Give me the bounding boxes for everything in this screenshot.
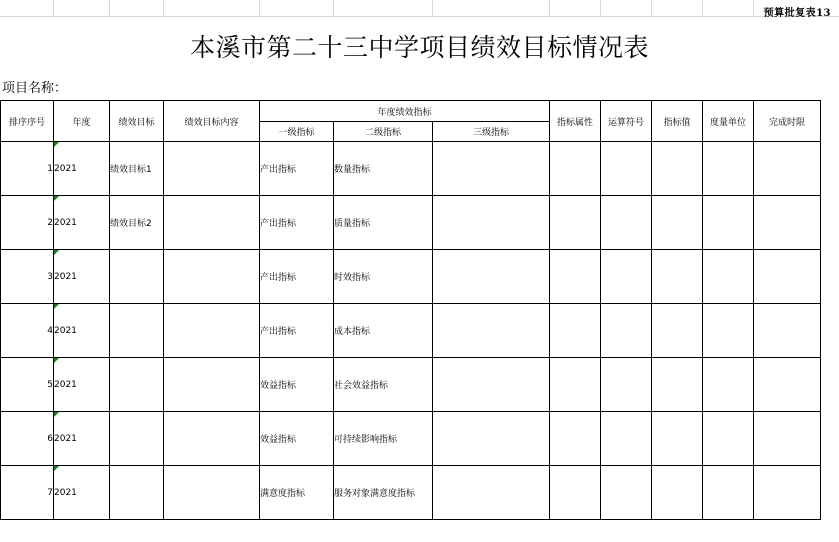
page-title: 本溪市第二十三中学项目绩效目标情况表 (189, 33, 649, 62)
unit-cell[interactable] (703, 196, 754, 250)
year-value: 2021 (54, 433, 77, 444)
value-cell[interactable] (652, 358, 703, 412)
level1-cell[interactable]: 效益指标 (260, 358, 334, 412)
level3-cell[interactable] (433, 412, 550, 466)
deadline-cell[interactable] (754, 250, 821, 304)
goal-content-cell[interactable] (164, 466, 260, 520)
table-row (1, 358, 821, 412)
header-level3[interactable]: 三级指标 (433, 122, 550, 142)
deadline-cell[interactable] (754, 466, 821, 520)
year-cell[interactable] (54, 142, 110, 196)
cell-comment-marker-icon (54, 466, 59, 471)
value-cell[interactable] (652, 196, 703, 250)
level2-cell[interactable]: 数量指标 (334, 142, 433, 196)
attribute-cell[interactable] (550, 412, 601, 466)
unit-cell[interactable] (703, 250, 754, 304)
deadline-cell[interactable] (754, 196, 821, 250)
level2-cell[interactable]: 服务对象满意度指标 (334, 466, 433, 520)
unit-cell[interactable] (703, 304, 754, 358)
unit-cell[interactable] (703, 466, 754, 520)
goal-cell[interactable] (110, 250, 164, 304)
table-row (1, 466, 821, 520)
level3-cell[interactable] (433, 466, 550, 520)
deadline-cell[interactable] (754, 358, 821, 412)
year-value: 2021 (54, 271, 77, 282)
cell-comment-marker-icon (54, 304, 59, 309)
seq-cell[interactable]: 5 (1, 358, 54, 412)
deadline-cell[interactable] (754, 142, 821, 196)
seq-cell[interactable]: 6 (1, 412, 54, 466)
table-row (1, 250, 821, 304)
operator-cell[interactable] (601, 196, 652, 250)
level3-cell[interactable] (433, 250, 550, 304)
level1-cell[interactable]: 效益指标 (260, 412, 334, 466)
goal-cell[interactable] (110, 304, 164, 358)
goal-content-cell[interactable] (164, 142, 260, 196)
goal-cell[interactable] (110, 466, 164, 520)
cell-comment-marker-icon (54, 358, 59, 363)
year-cell[interactable] (54, 466, 110, 520)
header-attribute[interactable]: 指标属性 (550, 101, 601, 142)
level1-cell[interactable]: 产出指标 (260, 142, 334, 196)
attribute-cell[interactable] (550, 196, 601, 250)
level2-cell[interactable]: 质量指标 (334, 196, 433, 250)
goal-cell[interactable] (110, 412, 164, 466)
table-number: 预算批复表13 (763, 8, 831, 19)
header-operator[interactable]: 运算符号 (601, 101, 652, 142)
header-deadline[interactable]: 完成时限 (754, 101, 821, 142)
value-cell[interactable] (652, 466, 703, 520)
level1-cell[interactable]: 产出指标 (260, 196, 334, 250)
operator-cell[interactable] (601, 466, 652, 520)
year-value: 2021 (54, 487, 77, 498)
value-cell[interactable] (652, 250, 703, 304)
attribute-cell[interactable] (550, 250, 601, 304)
seq-cell[interactable]: 4 (1, 304, 54, 358)
value-cell[interactable] (652, 412, 703, 466)
value-cell[interactable] (652, 304, 703, 358)
operator-cell[interactable] (601, 304, 652, 358)
goal-cell[interactable] (110, 358, 164, 412)
header-unit[interactable]: 度量单位 (703, 101, 754, 142)
level3-cell[interactable] (433, 196, 550, 250)
attribute-cell[interactable] (550, 304, 601, 358)
year-cell[interactable] (54, 250, 110, 304)
header-level2[interactable]: 二级指标 (334, 122, 433, 142)
level2-cell[interactable]: 社会效益指标 (334, 358, 433, 412)
header-goal-content[interactable]: 绩效目标内容 (164, 101, 260, 142)
attribute-cell[interactable] (550, 142, 601, 196)
operator-cell[interactable] (601, 250, 652, 304)
goal-content-cell[interactable] (164, 304, 260, 358)
table-row (1, 142, 821, 196)
unit-cell[interactable] (703, 358, 754, 412)
header-row (1, 101, 821, 122)
table-row (1, 304, 821, 358)
header-seq[interactable]: 排序序号 (1, 101, 54, 142)
year-value: 2021 (54, 325, 77, 336)
goal-content-cell[interactable] (164, 358, 260, 412)
goal-content-cell[interactable] (164, 196, 260, 250)
year-value: 2021 (54, 217, 77, 228)
goal-cell[interactable]: 绩效目标2 (110, 196, 164, 250)
seq-cell[interactable]: 7 (1, 466, 54, 520)
seq-cell[interactable]: 2 (1, 196, 54, 250)
level3-cell[interactable] (433, 358, 550, 412)
header-year[interactable]: 年度 (54, 101, 110, 142)
goal-cell[interactable]: 绩效目标1 (110, 142, 164, 196)
header-level1[interactable]: 一级指标 (260, 122, 334, 142)
level2-cell[interactable]: 成本指标 (334, 304, 433, 358)
table-row (1, 412, 821, 466)
seq-cell[interactable]: 3 (1, 250, 54, 304)
performance-table (0, 100, 821, 520)
cell-comment-marker-icon (54, 196, 59, 201)
deadline-cell[interactable] (754, 412, 821, 466)
level2-cell[interactable]: 时效指标 (334, 250, 433, 304)
attribute-cell[interactable] (550, 358, 601, 412)
cell-comment-marker-icon (54, 412, 59, 417)
level3-cell[interactable] (433, 304, 550, 358)
operator-cell[interactable] (601, 412, 652, 466)
header-value[interactable]: 指标值 (652, 101, 703, 142)
deadline-cell[interactable] (754, 304, 821, 358)
year-value: 2021 (54, 379, 77, 390)
year-cell[interactable] (54, 358, 110, 412)
goal-content-cell[interactable] (164, 412, 260, 466)
unit-cell[interactable] (703, 412, 754, 466)
cell-comment-marker-icon (54, 250, 59, 255)
operator-cell[interactable] (601, 358, 652, 412)
level1-cell[interactable]: 产出指标 (260, 304, 334, 358)
year-cell[interactable] (54, 196, 110, 250)
goal-content-cell[interactable] (164, 250, 260, 304)
year-cell[interactable] (54, 304, 110, 358)
operator-cell[interactable] (601, 142, 652, 196)
unit-cell[interactable] (703, 142, 754, 196)
year-cell[interactable] (54, 412, 110, 466)
project-name-label: 项目名称： (2, 81, 68, 96)
table-row (1, 196, 821, 250)
year-value: 2021 (54, 163, 77, 174)
cell-comment-marker-icon (54, 142, 59, 147)
header-annual-indicators[interactable]: 年度绩效指标 (260, 101, 550, 122)
level3-cell[interactable] (433, 142, 550, 196)
level1-cell[interactable]: 满意度指标 (260, 466, 334, 520)
value-cell[interactable] (652, 142, 703, 196)
level2-cell[interactable]: 可持续影响指标 (334, 412, 433, 466)
seq-cell[interactable]: 1 (1, 142, 54, 196)
level1-cell[interactable]: 产出指标 (260, 250, 334, 304)
header-goal[interactable]: 绩效目标 (110, 101, 164, 142)
attribute-cell[interactable] (550, 466, 601, 520)
